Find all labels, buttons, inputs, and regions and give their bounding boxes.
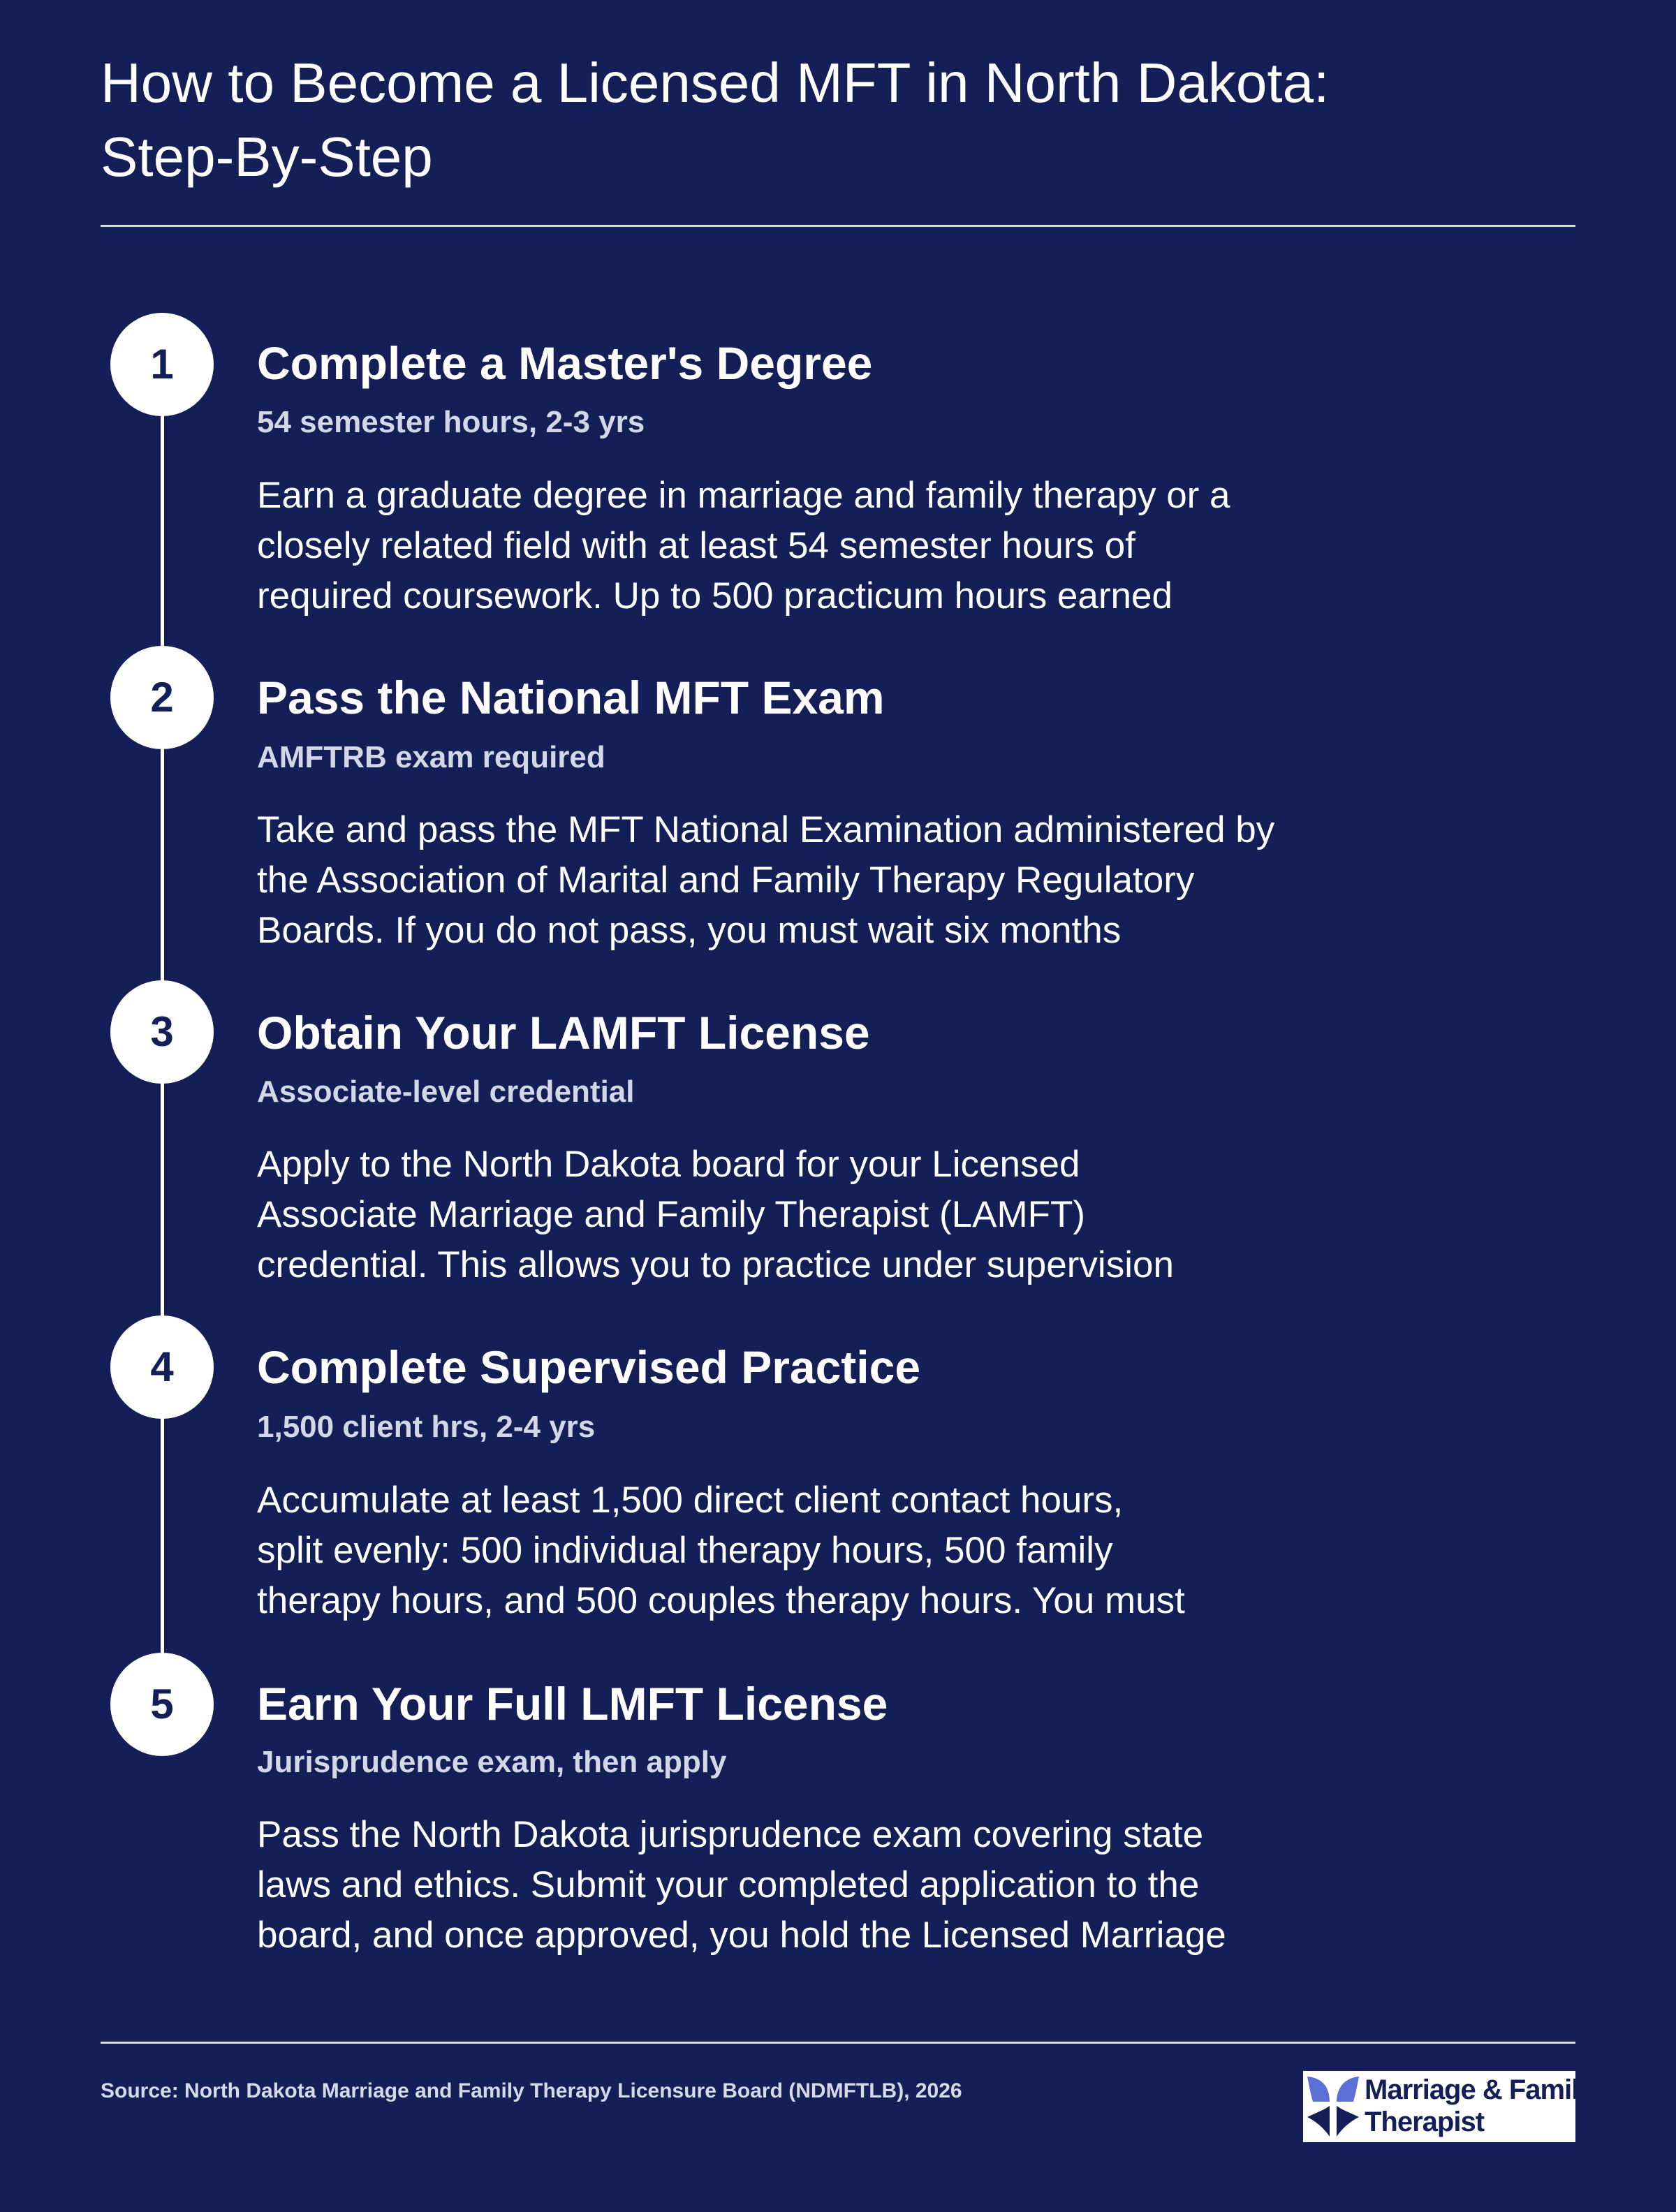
step-2-description-line: the Association of Marital and Family Therapy Regulatory xyxy=(257,860,1195,901)
step-5-description-line: board, and once approved, you hold the Licensed Marriage xyxy=(257,1915,1226,1956)
page-title xyxy=(101,46,1497,194)
step-1-description-line: required coursework. Up to 500 practicum hours earned xyxy=(257,575,1173,617)
step-1-title: Complete a Master's Degree xyxy=(257,337,873,389)
step-4-description xyxy=(257,1475,1402,1626)
step-2-description-line: Boards. If you do not pass, you must wait six months xyxy=(257,910,1122,951)
step-1-description-line: Earn a graduate degree in marriage and family therapy or a xyxy=(257,475,1230,516)
step-5-title: Earn Your Full LMFT License xyxy=(257,1678,888,1730)
step-5-description-line: Pass the North Dakota jurisprudence exam covering state xyxy=(257,1814,1204,1855)
step-4-description-line: split evenly: 500 individual therapy hours, 500 family xyxy=(257,1530,1113,1571)
step-2-description xyxy=(257,805,1402,956)
step-3-description-line: Associate Marriage and Family Therapist (LAMFT) xyxy=(257,1194,1086,1235)
step-1-subtitle: 54 semester hours, 2-3 yrs xyxy=(257,405,645,439)
logo-mark-icon xyxy=(1303,2071,1363,2142)
step-5-description-line: laws and ethics. Submit your completed application to the xyxy=(257,1864,1200,1905)
step-4-number-badge: 4 xyxy=(110,1315,214,1419)
step-4-subtitle: 1,500 client hrs, 2-4 yrs xyxy=(257,1410,596,1444)
logo-wordmark-line-2: Therapist xyxy=(1365,2107,1485,2137)
brand-logo xyxy=(1303,2071,1594,2142)
logo-wordmark xyxy=(1365,2074,1594,2138)
step-4-description-line: therapy hours, and 500 couples therapy hours. You must xyxy=(257,1580,1185,1621)
source-citation: Source: North Dakota Marriage and Family Therapy Licensure Board (NDMFTLB), 2026 xyxy=(101,2079,962,2102)
step-2-description-line: Take and pass the MFT National Examination administered by xyxy=(257,809,1275,850)
step-5-number-badge: 5 xyxy=(110,1653,214,1756)
step-2-number-badge: 2 xyxy=(110,646,214,749)
step-3-description-line: credential. This allows you to practice under supervision xyxy=(257,1244,1174,1285)
page-title-line-1: How to Become a Licensed MFT in North Dakota: xyxy=(101,52,1330,114)
step-3-number-badge: 3 xyxy=(110,980,214,1084)
header-divider xyxy=(101,225,1575,227)
step-3-title: Obtain Your LAMFT License xyxy=(257,1007,870,1059)
step-4-title: Complete Supervised Practice xyxy=(257,1341,921,1393)
step-2-title: Pass the National MFT Exam xyxy=(257,672,885,723)
step-5-subtitle: Jurisprudence exam, then apply xyxy=(257,1745,727,1779)
logo-wordmark-line-1: Marriage & Family xyxy=(1365,2074,1594,2105)
step-3-description-line: Apply to the North Dakota board for your Licensed xyxy=(257,1144,1080,1185)
step-1-description xyxy=(257,471,1402,621)
footer-divider xyxy=(101,2042,1575,2044)
step-5-description xyxy=(257,1810,1402,1961)
step-4-description-line: Accumulate at least 1,500 direct client contact hours, xyxy=(257,1480,1124,1521)
step-3-description xyxy=(257,1140,1402,1290)
page-title-line-2: Step-By-Step xyxy=(101,126,433,188)
step-1-description-line: closely related field with at least 54 semester hours of xyxy=(257,525,1135,566)
step-3-subtitle: Associate-level credential xyxy=(257,1075,635,1109)
step-1-number-badge: 1 xyxy=(110,313,214,416)
step-2-subtitle: AMFTRB exam required xyxy=(257,740,605,774)
